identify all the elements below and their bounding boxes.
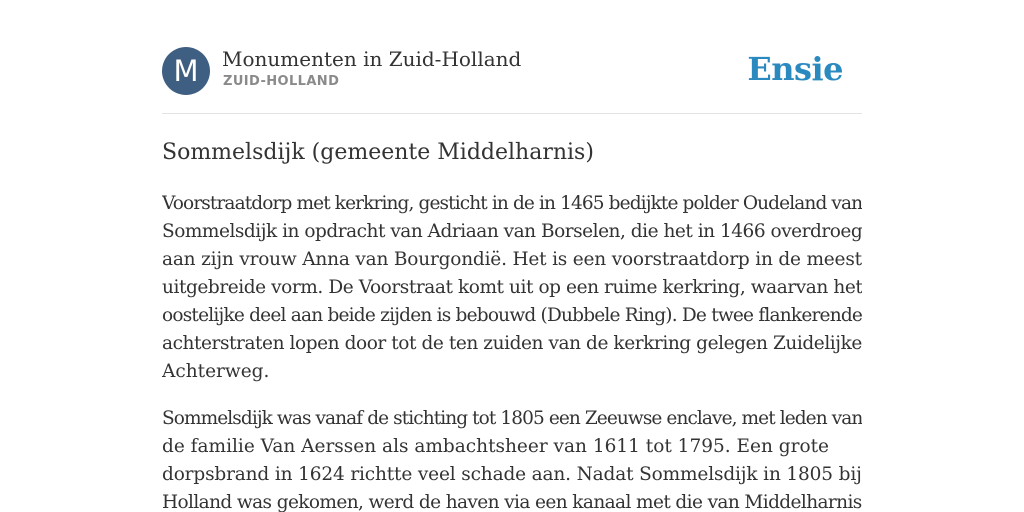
paragraph-2 (162, 405, 862, 512)
paragraph-line: oostelijke deel aan beide zijden is bebouwd (Dubbele Ring). De twee flankerende (162, 305, 862, 326)
paragraph-line: Achterweg. (162, 361, 270, 382)
source-avatar[interactable]: M (162, 47, 210, 95)
paragraph-line: Sommelsdijk was vanaf de stichting tot 1805 een Zeeuwse enclave, met leden van (162, 408, 862, 429)
paragraph-spacer (162, 386, 862, 405)
paragraph-1 (162, 190, 862, 386)
article-page (162, 0, 862, 512)
paragraph-line: Sommelsdijk in opdracht van Adriaan van Borselen, die het in 1466 overdroeg (162, 221, 862, 242)
ensie-logo[interactable]: Ensie (747, 50, 843, 88)
article-title: Sommelsdijk (gemeente Middelharnis) (162, 140, 594, 165)
paragraph-line: achterstraten lopen door tot de ten zuiden van de kerkring gelegen Zuidelijke (162, 333, 862, 354)
source-region-link[interactable]: ZUID-HOLLAND (223, 74, 340, 89)
article-body (162, 190, 862, 512)
paragraph-line: aan zijn vrouw Anna van Bourgondië. Het is een voorstraatdorp in de meest (162, 249, 862, 270)
source-header (162, 46, 862, 96)
paragraph-line: uitgebreide vorm. De Voorstraat komt uit op een ruime kerkring, waarvan het (162, 277, 862, 298)
paragraph-line: Voorstraatdorp met kerkring, gesticht in de in 1465 bedijkte polder Oudeland van (162, 193, 862, 214)
paragraph-line: dorpsbrand in 1624 richtte veel schade aan. Nadat Sommelsdijk in 1805 bij (162, 464, 862, 485)
source-title-link[interactable]: Monumenten in Zuid-Holland (222, 47, 522, 71)
header-divider (162, 113, 862, 114)
paragraph-line: de familie Van Aerssen als ambachtsheer van 1611 tot 1795. Een grote (162, 436, 829, 457)
paragraph-line: Holland was gekomen, werd de haven via een kanaal met die van Middelharnis (162, 492, 862, 512)
